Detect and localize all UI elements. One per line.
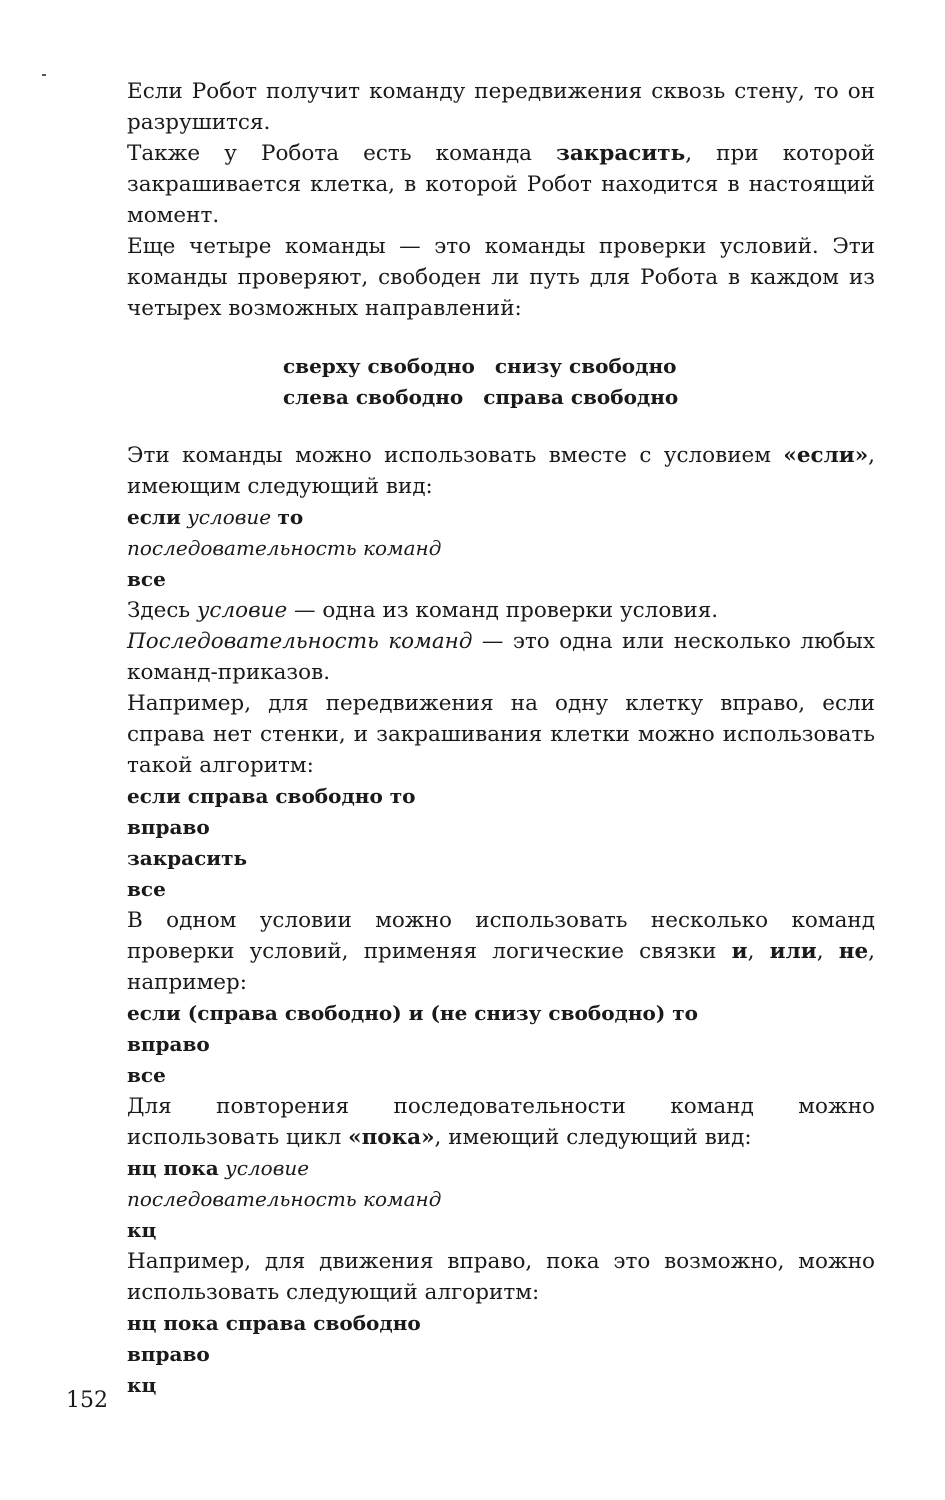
page-number: 152 xyxy=(66,1388,108,1413)
paragraph-loop-intro: Для повторения последовательности команд можно использовать цикл «пока», имеющий следующий вид: xyxy=(127,1094,875,1150)
code-line: вправо xyxy=(127,815,210,839)
paragraph-paint-command: Также у Робота есть команда закрасить, при которой закрашивается клетка, в которой Робот находится в настоящий момент. xyxy=(127,141,875,228)
code-line: если (справа свободно) и (не снизу свободно) то xyxy=(127,1001,698,1025)
paragraph-condition-commands: Еще четыре команды — это команды проверки условий. Эти команды проверяют, свободен ли путь для Робота в каждом из четырех возможных направлений: xyxy=(127,234,875,321)
if-syntax-line-2: последовательность команд xyxy=(127,536,442,560)
condition-commands-list xyxy=(127,351,875,413)
condition-row-2 xyxy=(283,382,875,413)
if-syntax-block xyxy=(127,502,875,595)
scan-speck xyxy=(42,74,46,76)
code-line: все xyxy=(127,877,166,901)
code-line: закрасить xyxy=(127,846,248,870)
paragraph-condition-explain: Здесь условие — одна из команд проверки условия. xyxy=(127,598,719,623)
paragraph-loop-example-intro: Например, для движения вправо, пока это возможно, можно использовать следующий алгоритм: xyxy=(127,1249,875,1305)
code-line: кц xyxy=(127,1373,157,1397)
loop-syntax-line-3: кц xyxy=(127,1218,157,1242)
if-syntax-line-3: все xyxy=(127,567,166,591)
code-line: если справа свободно то xyxy=(127,784,416,808)
paragraph-logic-connectives: В одном условии можно использовать несколько команд проверки условий, применяя логические связки и, или, не, например: xyxy=(127,908,876,995)
paragraph-robot-wall: Если Робот получит команду передвижения сквозь стену, то он разрушится. xyxy=(127,79,875,135)
condition-up: сверху свободно xyxy=(283,354,475,378)
paragraph-example-intro: Например, для передвижения на одну клетку вправо, если справа нет стенки, и закрашивания клетки можно использовать такой алгоритм: xyxy=(127,691,875,778)
code-line: все xyxy=(127,1063,166,1087)
keyword-while-quoted: «пока» xyxy=(348,1125,435,1150)
page-body xyxy=(127,76,875,1401)
loop-syntax-block xyxy=(127,1153,875,1246)
code-line: нц пока справа свободно xyxy=(127,1311,421,1335)
paragraph-if-intro: Эти команды можно использовать вместе с условием «если», имеющим следующий вид: xyxy=(127,443,875,499)
condition-row-1 xyxy=(283,351,875,382)
loop-syntax-line-1: нц пока условие xyxy=(127,1156,310,1180)
condition-left: слева свободно xyxy=(283,385,464,409)
if-syntax-line-1: если условие то xyxy=(127,505,304,529)
example-1-code xyxy=(127,781,875,905)
code-line: вправо xyxy=(127,1342,210,1366)
example-3-code xyxy=(127,1308,875,1401)
code-line: вправо xyxy=(127,1032,210,1056)
loop-syntax-line-2: последовательность команд xyxy=(127,1187,442,1211)
keyword-if-quoted: «если» xyxy=(783,443,869,468)
example-2-code xyxy=(127,998,875,1091)
paragraph-sequence-explain: Последовательность команд — это одна или несколько любых команд-приказов. xyxy=(127,629,875,685)
condition-right: справа свободно xyxy=(483,385,679,409)
keyword-paint: закрасить xyxy=(556,141,686,166)
condition-down: снизу свободно xyxy=(494,354,677,378)
